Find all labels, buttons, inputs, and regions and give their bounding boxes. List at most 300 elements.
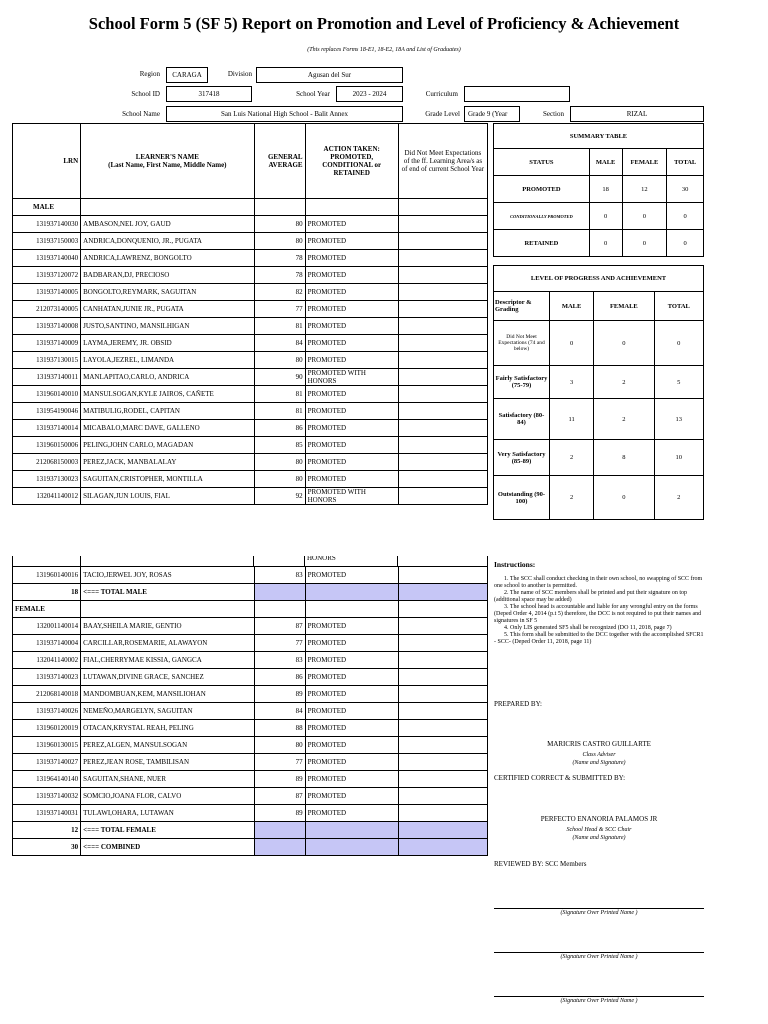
learner-lrn: 131937130023 bbox=[13, 471, 81, 488]
progress-total: 0 bbox=[654, 321, 703, 366]
action-taken: PROMOTED bbox=[305, 805, 398, 822]
total-label: <=== COMBINED bbox=[81, 839, 254, 856]
school-name-field: San Luis National High School - Balit Annex bbox=[166, 106, 403, 122]
learner-name: BADBARAN,DJ, PRECIOSO bbox=[81, 267, 254, 284]
summary-male: 0 bbox=[589, 203, 622, 230]
instruction-item: 4. Only LIS generated SF5 shall be recognized (DO 11, 2018, page 7) bbox=[504, 625, 672, 631]
summary-male: 18 bbox=[589, 176, 622, 203]
learner-lrn: 131937150003 bbox=[13, 233, 81, 250]
general-average: 86 bbox=[254, 669, 305, 686]
action-taken: PROMOTED bbox=[305, 771, 398, 788]
total-row bbox=[13, 822, 488, 839]
action-taken: PROMOTED bbox=[305, 284, 398, 301]
instruction-item: 3. The school head is accountable and liable for any wrongful entry on the forms (Deped Order 4, 2014 (p.t 5) therefore, the DCC is not required to put their names and signatures in SF 5 bbox=[494, 604, 702, 624]
learner-name: BONGOLTO,REYMARK, SAGUITAN bbox=[81, 284, 254, 301]
learner-lrn: 131954190046 bbox=[13, 403, 81, 420]
progress-title: LEVEL OF PROGRESS AND ACHIEVEMENT bbox=[494, 266, 704, 292]
signature-note: (Signature Over Printed Name ) bbox=[560, 954, 638, 960]
table-row bbox=[13, 250, 488, 267]
empty-cell bbox=[254, 199, 305, 216]
total-label: <=== TOTAL FEMALE bbox=[81, 822, 254, 839]
action-taken: PROMOTED bbox=[305, 567, 398, 584]
did-not-meet-cell bbox=[398, 567, 487, 584]
did-not-meet-cell bbox=[398, 737, 487, 754]
total-dnm-cell bbox=[398, 584, 487, 601]
table-row bbox=[13, 284, 488, 301]
learner-name: PEREZ,JACK, MANBALALAY bbox=[81, 454, 254, 471]
learner-name: PEREZ,JEAN ROSE, TAMBILISAN bbox=[81, 754, 254, 771]
general-average: 84 bbox=[254, 335, 305, 352]
action-taken: PROMOTED bbox=[305, 454, 398, 471]
empty-cell bbox=[305, 601, 398, 618]
did-not-meet-cell bbox=[398, 805, 487, 822]
learner-name: CARCILLAR,ROSEMARIE, ALAWAYON bbox=[81, 635, 254, 652]
did-not-meet-cell bbox=[398, 771, 487, 788]
did-not-meet-cell bbox=[398, 703, 487, 720]
instructions-list bbox=[494, 576, 704, 646]
progress-table bbox=[493, 265, 704, 520]
summary-female: 0 bbox=[622, 230, 667, 257]
total-count: 30 bbox=[13, 839, 81, 856]
learner-name: SILAGAN,JUN LOUIS, FIAL bbox=[81, 488, 254, 505]
learner-name: CANHATAN,JUNIE JR., PUGATA bbox=[81, 301, 254, 318]
col-dnm: Did Not Meet Expectations of the ff. Learning Area/s as of end of current School Year bbox=[398, 124, 487, 199]
summary-total: 0 bbox=[667, 230, 704, 257]
learner-lrn: 131937140026 bbox=[13, 703, 81, 720]
general-average: 81 bbox=[254, 318, 305, 335]
did-not-meet-cell bbox=[398, 652, 487, 669]
general-average: 80 bbox=[254, 233, 305, 250]
table-row bbox=[13, 335, 488, 352]
learner-lrn: 131937140009 bbox=[13, 335, 81, 352]
empty-cell bbox=[398, 601, 487, 618]
did-not-meet-cell bbox=[398, 720, 487, 737]
learner-lrn: 212068140018 bbox=[13, 686, 81, 703]
table-row bbox=[13, 267, 488, 284]
page-title: School Form 5 (SF 5) Report on Promotion and Level of Proficiency & Achievement bbox=[88, 14, 680, 33]
general-average: 87 bbox=[254, 788, 305, 805]
did-not-meet-cell bbox=[398, 471, 487, 488]
region-label: Region bbox=[139, 70, 160, 78]
table-row bbox=[13, 318, 488, 335]
learner-lrn: 212068150003 bbox=[13, 454, 81, 471]
empty-cell bbox=[305, 199, 398, 216]
learner-name: ANDRICA,DONQUENIO, JR., PUGATA bbox=[81, 233, 254, 250]
learner-lrn: 131960150006 bbox=[13, 437, 81, 454]
summary-total: 30 bbox=[667, 176, 704, 203]
signature-line bbox=[494, 996, 704, 997]
general-average: 80 bbox=[254, 471, 305, 488]
learners-table-page2 bbox=[12, 566, 488, 856]
progress-col-desc: Descriptor & Grading bbox=[494, 292, 550, 321]
did-not-meet-cell bbox=[398, 267, 487, 284]
female-section-label: FEMALE bbox=[13, 601, 81, 618]
did-not-meet-cell bbox=[398, 335, 487, 352]
progress-desc: Did Not Meet Expectations (74 and below) bbox=[494, 321, 550, 366]
summary-total: 0 bbox=[667, 203, 704, 230]
table-row bbox=[13, 703, 488, 720]
progress-male: 2 bbox=[550, 476, 594, 520]
learner-name: MATIBULIG,RODEL, CAPITAN bbox=[81, 403, 254, 420]
learner-lrn: 131937140023 bbox=[13, 669, 81, 686]
summary-female: 12 bbox=[622, 176, 667, 203]
table-row bbox=[13, 471, 488, 488]
learner-name: NEMEÑO,MARGELYN, SAGUITAN bbox=[81, 703, 254, 720]
total-action-cell bbox=[305, 822, 398, 839]
action-taken: PROMOTED bbox=[305, 335, 398, 352]
table-row bbox=[13, 567, 488, 584]
division-label: Division bbox=[227, 70, 252, 78]
general-average: 88 bbox=[254, 720, 305, 737]
school-id-field: 317418 bbox=[166, 86, 252, 102]
learner-name: MANDOMBUAN,KEM, MANSILIOHAN bbox=[81, 686, 254, 703]
progress-total: 10 bbox=[654, 440, 703, 476]
table-row bbox=[13, 720, 488, 737]
learner-lrn: 131937140005 bbox=[13, 284, 81, 301]
instructions-title: Instructions: bbox=[494, 560, 536, 569]
learner-lrn: 131937140031 bbox=[13, 805, 81, 822]
empty-cell bbox=[398, 199, 487, 216]
learner-name: MICABALO,MARC DAVE, GALLENO bbox=[81, 420, 254, 437]
learner-name: AMBASON,NEL JOY, GAUD bbox=[81, 216, 254, 233]
learner-name: TACIO,JERWEL JOY, ROSAS bbox=[81, 567, 254, 584]
school-id-label: School ID bbox=[131, 90, 160, 98]
general-average: 81 bbox=[254, 386, 305, 403]
progress-female: 0 bbox=[594, 321, 654, 366]
did-not-meet-cell bbox=[398, 754, 487, 771]
general-average: 80 bbox=[254, 454, 305, 471]
table-row bbox=[13, 771, 488, 788]
general-average: 86 bbox=[254, 420, 305, 437]
table-row bbox=[13, 369, 488, 386]
adviser-note: (Name and Signature) bbox=[572, 760, 626, 766]
learner-lrn: 131937130015 bbox=[13, 352, 81, 369]
action-taken: PROMOTED bbox=[305, 250, 398, 267]
summary-table bbox=[493, 123, 704, 257]
general-average: 80 bbox=[254, 216, 305, 233]
table-row bbox=[13, 437, 488, 454]
did-not-meet-cell bbox=[398, 403, 487, 420]
school-name-label: School Name bbox=[122, 110, 160, 118]
learner-lrn: 131937140008 bbox=[13, 318, 81, 335]
instruction-item: 5. This form shall be submitted to the DCC together with the accomplished SFCR1 - SCC- (Deped Order 11, 2018, page 11) bbox=[494, 632, 704, 645]
did-not-meet-cell bbox=[398, 686, 487, 703]
progress-female: 2 bbox=[594, 366, 654, 399]
table-row bbox=[13, 669, 488, 686]
did-not-meet-cell bbox=[398, 216, 487, 233]
general-average: 89 bbox=[254, 686, 305, 703]
action-taken: PROMOTED bbox=[305, 301, 398, 318]
general-average: 78 bbox=[254, 250, 305, 267]
summary-male: 0 bbox=[589, 230, 622, 257]
total-count: 18 bbox=[13, 584, 81, 601]
learner-lrn: 132041140012 bbox=[13, 488, 81, 505]
action-taken: PROMOTED bbox=[305, 669, 398, 686]
learner-name: PEREZ,ALGEN, MANSULSOGAN bbox=[81, 737, 254, 754]
grade-level-field: Grade 9 (Year bbox=[464, 106, 520, 122]
table-row bbox=[13, 618, 488, 635]
general-average: 89 bbox=[254, 771, 305, 788]
general-average: 77 bbox=[254, 301, 305, 318]
page2-cut-row bbox=[12, 556, 488, 566]
progress-female: 8 bbox=[594, 440, 654, 476]
learner-lrn: 131937140027 bbox=[13, 754, 81, 771]
action-taken: PROMOTED bbox=[305, 703, 398, 720]
learner-lrn: 131960120019 bbox=[13, 720, 81, 737]
learner-name: TULAWI,OHARA, LUTAWAN bbox=[81, 805, 254, 822]
learner-name: SOMCIO,JOANA FLOR, CALVO bbox=[81, 788, 254, 805]
division-field: Agusan del Sur bbox=[256, 67, 403, 83]
action-taken: PROMOTED bbox=[305, 216, 398, 233]
summary-col-female: FEMALE bbox=[622, 149, 667, 176]
total-avg-cell bbox=[254, 839, 305, 856]
learner-name: OTACAN,KRYSTAL REAH, PELING bbox=[81, 720, 254, 737]
table-row bbox=[13, 488, 488, 505]
progress-male: 11 bbox=[550, 399, 594, 440]
did-not-meet-cell bbox=[398, 369, 487, 386]
learner-lrn: 131937140030 bbox=[13, 216, 81, 233]
table-row bbox=[13, 403, 488, 420]
action-taken: PROMOTED bbox=[305, 652, 398, 669]
summary-col-status: STATUS bbox=[494, 149, 590, 176]
summary-status: RETAINED bbox=[494, 230, 590, 257]
instruction-item: 1. The SCC shall conduct checking in their own school, no swapping of SCC from one school to another is permitted. bbox=[494, 576, 703, 589]
learner-name: LAYMA,JEREMY, JR. OBSID bbox=[81, 335, 254, 352]
action-taken: PROMOTED bbox=[305, 737, 398, 754]
learner-name: MANSULSOGAN,KYLE JAIROS, CAÑETE bbox=[81, 386, 254, 403]
page2-cut-text: HONORS bbox=[307, 556, 336, 562]
table-row bbox=[13, 454, 488, 471]
total-action-cell bbox=[305, 839, 398, 856]
total-action-cell bbox=[305, 584, 398, 601]
did-not-meet-cell bbox=[398, 233, 487, 250]
progress-female: 0 bbox=[594, 476, 654, 520]
summary-col-total: TOTAL bbox=[667, 149, 704, 176]
general-average: 90 bbox=[254, 369, 305, 386]
reviewed-label: REVIEWED BY: SCC Members bbox=[494, 860, 587, 868]
did-not-meet-cell bbox=[398, 420, 487, 437]
progress-male: 3 bbox=[550, 366, 594, 399]
did-not-meet-cell bbox=[398, 284, 487, 301]
learner-name: BAAY,SHEILA MARIE, GENTIO bbox=[81, 618, 254, 635]
action-taken: PROMOTED bbox=[305, 420, 398, 437]
total-row bbox=[13, 839, 488, 856]
signature-note: (Signature Over Printed Name ) bbox=[560, 998, 638, 1004]
table-row bbox=[13, 686, 488, 703]
learner-name: JUSTO,SANTINO, MANSILHIGAN bbox=[81, 318, 254, 335]
did-not-meet-cell bbox=[398, 318, 487, 335]
general-average: 77 bbox=[254, 635, 305, 652]
instruction-item: 2. The name of SCC members shall be printed and put their signature on top (additional space may be added) bbox=[494, 590, 688, 603]
col-name bbox=[81, 124, 254, 199]
total-row bbox=[13, 584, 488, 601]
learner-lrn: 131937140014 bbox=[13, 420, 81, 437]
action-taken: PROMOTED bbox=[305, 618, 398, 635]
learner-name: FIAL,CHERRYMAE KISSIA, GANGCA bbox=[81, 652, 254, 669]
did-not-meet-cell bbox=[398, 488, 487, 505]
general-average: 85 bbox=[254, 437, 305, 454]
total-avg-cell bbox=[254, 822, 305, 839]
learner-name: ANDRICA,LAWRENZ, BONGOLTO bbox=[81, 250, 254, 267]
learner-lrn: 132041140002 bbox=[13, 652, 81, 669]
general-average: 81 bbox=[254, 403, 305, 420]
summary-status: PROMOTED bbox=[494, 176, 590, 203]
total-dnm-cell bbox=[398, 822, 487, 839]
table-row bbox=[13, 788, 488, 805]
empty-cell bbox=[81, 199, 254, 216]
progress-col-total: TOTAL bbox=[654, 292, 703, 321]
region-field: CARAGA bbox=[166, 67, 208, 83]
general-average: 87 bbox=[254, 618, 305, 635]
general-average: 82 bbox=[254, 284, 305, 301]
col-name-sub: (Last Name, First Name, Middle Name) bbox=[108, 161, 227, 169]
table-row bbox=[13, 233, 488, 250]
learner-lrn: 131937140040 bbox=[13, 250, 81, 267]
learner-name: SAGUITAN,SHANE, NUER bbox=[81, 771, 254, 788]
progress-total: 13 bbox=[654, 399, 703, 440]
learner-lrn: 131937120072 bbox=[13, 267, 81, 284]
col-name-title: LEARNER'S NAME bbox=[135, 153, 199, 161]
table-row bbox=[13, 386, 488, 403]
progress-col-male: MALE bbox=[550, 292, 594, 321]
table-row bbox=[13, 216, 488, 233]
prepared-by-label: PREPARED BY: bbox=[494, 700, 542, 708]
col-lrn: LRN bbox=[13, 124, 81, 199]
total-avg-cell bbox=[254, 584, 305, 601]
general-average: 83 bbox=[254, 567, 305, 584]
progress-desc: Very Satisfactory (85-89) bbox=[494, 440, 550, 476]
learner-lrn: 131937140032 bbox=[13, 788, 81, 805]
summary-status: CONDITIONALLY PROMOTED bbox=[494, 203, 590, 230]
col-avg: GENERAL AVERAGE bbox=[254, 124, 305, 199]
empty-cell bbox=[81, 601, 254, 618]
curriculum-field bbox=[464, 86, 570, 102]
progress-male: 0 bbox=[550, 321, 594, 366]
learner-lrn: 212073140005 bbox=[13, 301, 81, 318]
empty-cell bbox=[254, 601, 305, 618]
action-taken: PROMOTED bbox=[305, 720, 398, 737]
total-dnm-cell bbox=[398, 839, 487, 856]
did-not-meet-cell bbox=[398, 635, 487, 652]
total-label: <=== TOTAL MALE bbox=[81, 584, 254, 601]
section-label: Section bbox=[543, 110, 564, 118]
progress-female: 2 bbox=[594, 399, 654, 440]
learner-lrn: 131960140010 bbox=[13, 386, 81, 403]
action-taken: PROMOTED bbox=[305, 267, 398, 284]
action-taken: PROMOTED bbox=[305, 635, 398, 652]
general-average: 83 bbox=[254, 652, 305, 669]
did-not-meet-cell bbox=[398, 437, 487, 454]
did-not-meet-cell bbox=[398, 352, 487, 369]
head-name: PERFECTO ENANORIA PALAMOS JR bbox=[540, 815, 658, 823]
action-taken: PROMOTED bbox=[305, 386, 398, 403]
head-role: School Head & SCC Chair bbox=[566, 827, 632, 833]
general-average: 80 bbox=[254, 352, 305, 369]
general-average: 77 bbox=[254, 754, 305, 771]
progress-total: 5 bbox=[654, 366, 703, 399]
action-taken: PROMOTED bbox=[305, 318, 398, 335]
learner-name: SAGUITAN,CRISTOPHER, MONTILLA bbox=[81, 471, 254, 488]
table-row bbox=[13, 301, 488, 318]
section-field: RIZAL bbox=[570, 106, 704, 122]
action-taken: PROMOTED bbox=[305, 352, 398, 369]
progress-male: 2 bbox=[550, 440, 594, 476]
action-taken: PROMOTED bbox=[305, 754, 398, 771]
summary-female: 0 bbox=[622, 203, 667, 230]
table-row bbox=[13, 805, 488, 822]
male-section-label: MALE bbox=[13, 199, 81, 216]
did-not-meet-cell bbox=[398, 618, 487, 635]
action-taken: PROMOTED bbox=[305, 686, 398, 703]
summary-title: SUMMARY TABLE bbox=[494, 124, 704, 149]
general-average: 89 bbox=[254, 805, 305, 822]
table-row bbox=[13, 420, 488, 437]
progress-desc: Fairly Satisfactory (75-79) bbox=[494, 366, 550, 399]
school-year-field: 2023 - 2024 bbox=[336, 86, 403, 102]
learner-lrn: 132001140014 bbox=[13, 618, 81, 635]
table-row bbox=[13, 652, 488, 669]
did-not-meet-cell bbox=[398, 788, 487, 805]
table-row bbox=[13, 737, 488, 754]
learner-lrn: 131937140004 bbox=[13, 635, 81, 652]
general-average: 80 bbox=[254, 737, 305, 754]
action-taken: PROMOTED bbox=[305, 403, 398, 420]
grade-level-label: Grade Level bbox=[425, 110, 460, 118]
action-taken: PROMOTED WITH HONORS bbox=[305, 369, 398, 386]
learner-lrn: 131960130015 bbox=[13, 737, 81, 754]
learner-lrn: 131937140011 bbox=[13, 369, 81, 386]
female-section-row bbox=[13, 601, 488, 618]
general-average: 78 bbox=[254, 267, 305, 284]
did-not-meet-cell bbox=[398, 454, 487, 471]
general-average: 92 bbox=[254, 488, 305, 505]
adviser-name: MARICRIS CASTRO GUILLARTE bbox=[547, 740, 651, 748]
learner-name: PELING,JOHN CARLO, MAGADAN bbox=[81, 437, 254, 454]
learner-lrn: 131964140140 bbox=[13, 771, 81, 788]
signature-note: (Signature Over Printed Name ) bbox=[560, 910, 638, 916]
general-average: 84 bbox=[254, 703, 305, 720]
progress-desc: Outstanding (90-100) bbox=[494, 476, 550, 520]
did-not-meet-cell bbox=[398, 386, 487, 403]
summary-col-male: MALE bbox=[589, 149, 622, 176]
action-taken: PROMOTED WITH HONORS bbox=[305, 488, 398, 505]
learner-name: LAYOLA,JEZREL, LIMANDA bbox=[81, 352, 254, 369]
learners-table-page1 bbox=[12, 123, 488, 505]
did-not-meet-cell bbox=[398, 301, 487, 318]
head-note: (Name and Signature) bbox=[572, 835, 626, 841]
action-taken: PROMOTED bbox=[305, 233, 398, 250]
school-year-label: School Year bbox=[296, 90, 330, 98]
progress-desc: Satisfactory (80-84) bbox=[494, 399, 550, 440]
progress-col-female: FEMALE bbox=[594, 292, 654, 321]
did-not-meet-cell bbox=[398, 250, 487, 267]
total-count: 12 bbox=[13, 822, 81, 839]
page-subtitle: (This replaces Forms 18-E1, 18-E2, 18A and List of Graduates) bbox=[307, 47, 461, 53]
action-taken: PROMOTED bbox=[305, 471, 398, 488]
certified-label: CERTIFIED CORRECT & SUBMITTED BY: bbox=[494, 774, 626, 782]
action-taken: PROMOTED bbox=[305, 788, 398, 805]
learner-name: MANLAPITAO,CARLO, ANDRICA bbox=[81, 369, 254, 386]
table-row bbox=[13, 754, 488, 771]
signature-line bbox=[494, 908, 704, 909]
learner-lrn: 131960140016 bbox=[13, 567, 81, 584]
adviser-role: Class Adviser bbox=[582, 752, 616, 758]
curriculum-label: Curriculum bbox=[425, 90, 458, 98]
progress-total: 2 bbox=[654, 476, 703, 520]
table-row bbox=[13, 352, 488, 369]
signature-line bbox=[494, 952, 704, 953]
table-row bbox=[13, 635, 488, 652]
